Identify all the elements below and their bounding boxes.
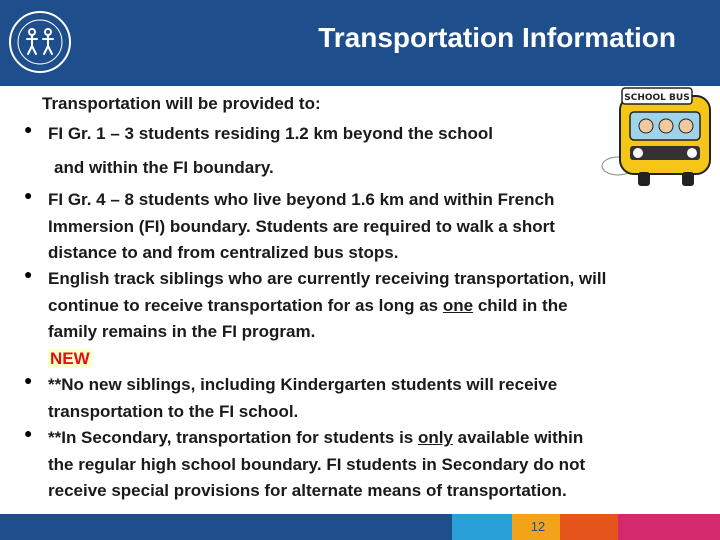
bullet-4-line-1: **No new siblings, including Kindergarten students will receive <box>48 375 558 394</box>
bullet-2-line-2: Immersion (FI) boundary. Students are required to walk a short <box>48 217 555 236</box>
bullet-3-line-1: English track siblings who are currently receiving transportation, will <box>48 269 607 288</box>
school-bus-icon <box>598 86 716 190</box>
footer-segment-blue <box>452 514 512 540</box>
underlined-only: only <box>417 428 453 447</box>
header-bar <box>0 0 720 86</box>
underlined-one: one <box>442 296 474 315</box>
footer-segment-red <box>560 514 618 540</box>
bullet-3-line-2: continue to receive transportation for as long as one child in the <box>48 296 568 315</box>
new-label-line <box>48 346 92 373</box>
school-board-logo <box>8 10 72 74</box>
bullet-5-line-1: **In Secondary, transportation for students is only available within <box>48 428 584 447</box>
bullet-dot: ● <box>24 425 33 441</box>
page-title: Transportation Information <box>318 22 676 53</box>
bullet-1-line-1: FI Gr. 1 – 3 students residing 1.2 km beyond the school <box>48 124 493 143</box>
footer-segment-pink <box>618 514 720 540</box>
page-number: 12 <box>530 519 546 534</box>
bullet-2-line-1: FI Gr. 4 – 8 students who live beyond 1.6 km and within French <box>48 190 555 209</box>
bullet-dot: ● <box>24 121 33 137</box>
bullet-3-line-3: family remains in the FI program. <box>48 322 316 341</box>
bullet-1-line-2: and within the FI boundary. <box>54 158 274 177</box>
bullet-5-line-2: the regular high school boundary. FI students in Secondary do not <box>48 455 586 474</box>
bullet-dot: ● <box>24 372 33 388</box>
new-label: NEW <box>50 349 90 368</box>
bullet-dot: ● <box>24 187 33 203</box>
bus-sign-text: SCHOOL BUS <box>624 93 690 103</box>
bullet-4-line-2: transportation to the FI school. <box>48 402 299 421</box>
bullet-2-line-3: distance to and from centralized bus stops. <box>48 243 399 262</box>
intro-text: Transportation will be provided to: <box>42 94 321 113</box>
bullet-dot: ● <box>24 266 33 282</box>
bullet-5-line-3: receive special provisions for alternate means of transportation. <box>48 481 567 500</box>
